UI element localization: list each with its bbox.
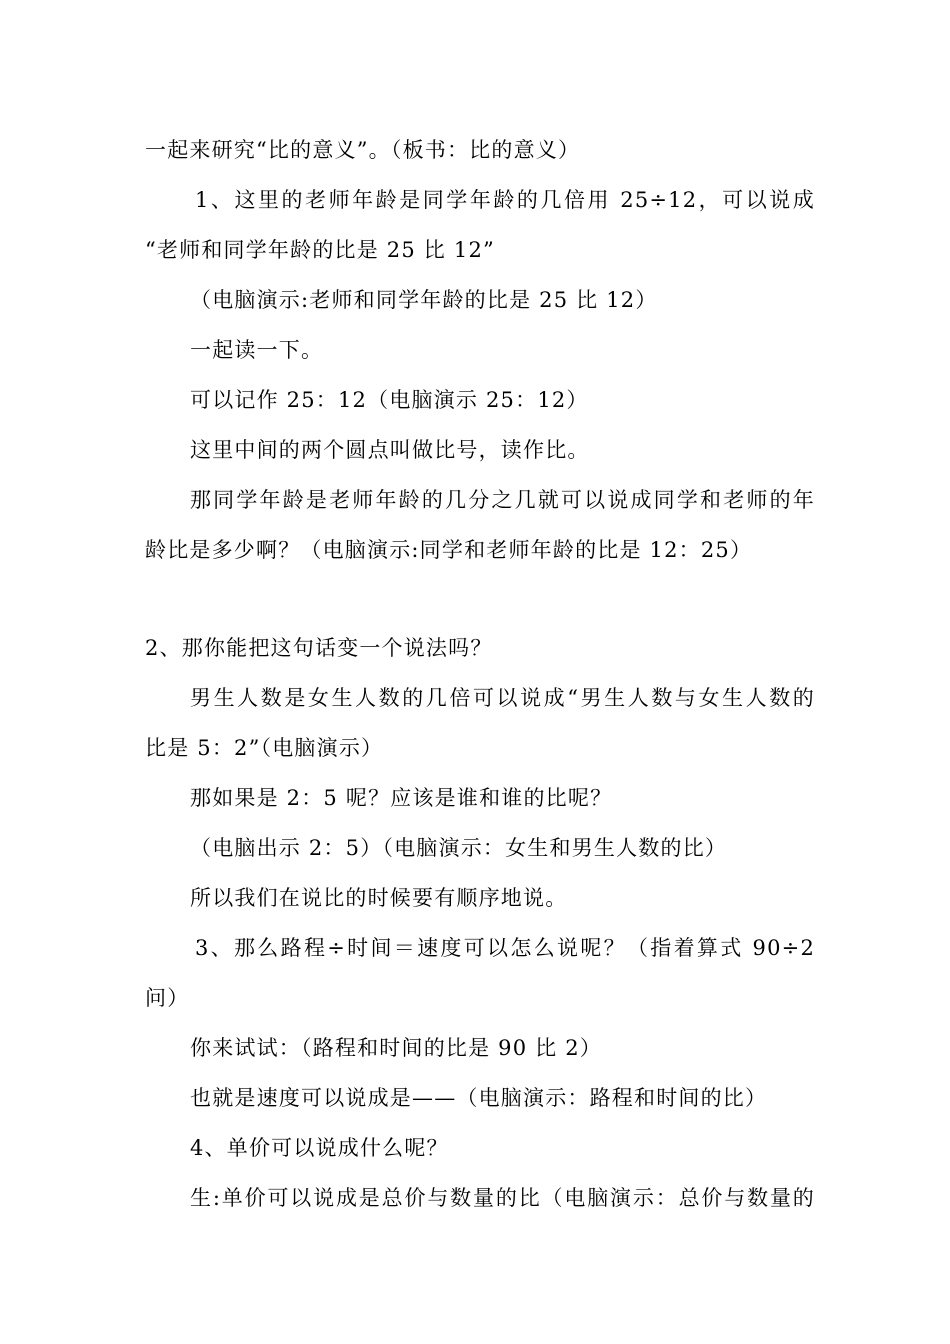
- text-line: 一起读一下。: [190, 338, 324, 362]
- text-line: 所以我们在说比的时候要有顺序地说。: [190, 886, 568, 910]
- text-line: （电脑出示 2：5）（电脑演示：女生和男生人数的比）: [190, 836, 728, 860]
- text-line: 2、那你能把这句话变一个说法吗？: [145, 636, 493, 660]
- text-line: 3、那么路程÷时间＝速度可以怎么说呢？（指着算式 90÷2: [195, 936, 815, 960]
- text-line: 也就是速度可以说成是——（电脑演示：路程和时间的比）: [190, 1086, 768, 1110]
- text-line: 问）: [145, 986, 190, 1010]
- text-line: 你来试试：（路程和时间的比是 90 比 2）: [190, 1036, 603, 1060]
- text-line: 4、单价可以说成什么呢？: [190, 1136, 449, 1160]
- text-line: 这里中间的两个圆点叫做比号，读作比。: [190, 438, 590, 462]
- text-line: 一起来研究“比的意义”。（板书：比的意义）: [145, 138, 581, 162]
- text-line: 龄比是多少啊？（电脑演示:同学和老师年龄的比是 12：25）: [145, 538, 753, 562]
- text-line: 男生人数是女生人数的几倍可以说成“男生人数与女生人数的: [190, 686, 815, 710]
- text-line: 那同学年龄是老师年龄的几分之几就可以说成同学和老师的年: [190, 488, 815, 512]
- text-line: 1、这里的老师年龄是同学年龄的几倍用 25÷12，可以说成: [195, 188, 815, 212]
- text-line: 可以记作 25：12（电脑演示 25：12）: [190, 388, 589, 412]
- text-line: （电脑演示:老师和同学年龄的比是 25 比 12）: [190, 288, 658, 312]
- text-line: “老师和同学年龄的比是 25 比 12”: [145, 238, 495, 262]
- text-line: 那如果是 2：5 呢？应该是谁和谁的比呢？: [190, 786, 613, 810]
- text-line: 比是 5：2”（电脑演示）: [145, 736, 384, 760]
- text-line: 生:单价可以说成是总价与数量的比（电脑演示：总价与数量的: [190, 1186, 815, 1210]
